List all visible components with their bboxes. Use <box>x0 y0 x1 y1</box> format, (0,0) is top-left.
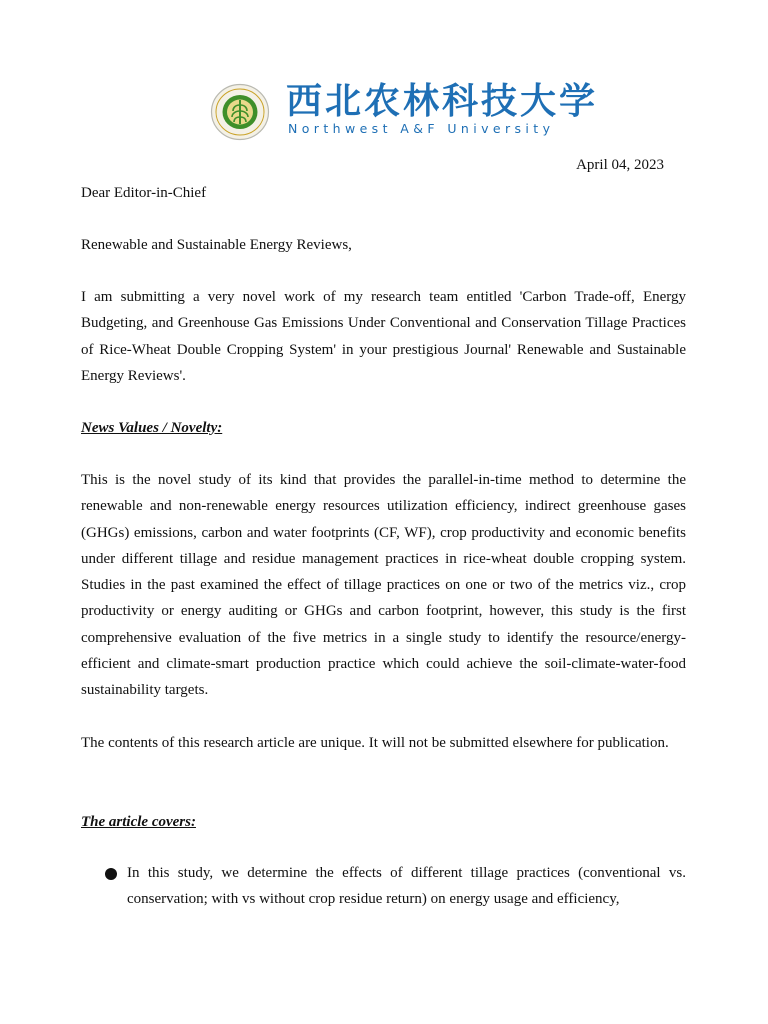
bullet-icon <box>105 868 117 880</box>
list-item: In this study, we determine the effects of different tillage practices (conventional vs. conservation; with vs without crop residue return) on energy usage and efficiency, <box>127 865 686 908</box>
covers-heading: The article covers: <box>81 814 196 830</box>
novelty-paragraph: This is the novel study of its kind that provides the parallel-in-time method to determine the renewable and non-renewable energy resources utilization efficiency, indirect greenhouse gases (GHGs) emissions, carbon and water footprints (CF, WF), crop productivity and economic benefits under different tillage and residue management practices in rice-wheat double cropping system. Studies in the past examined the effect of tillage practices on one or two of the metrics viz., crop productivity or energy auditing or GHGs and carbon footprint, however, this study is the first comprehensive evaluation of the five metrics in a single study to identify the resource/energy-efficient and climate-smart production practice which could achieve the soil-climate-water-food sustainability targets. <box>81 472 686 699</box>
letter-date: April 04, 2023 <box>576 157 664 173</box>
novelty-heading: News Values / Novelty: <box>81 420 223 436</box>
intro-paragraph: I am submitting a very novel work of my research team entitled 'Carbon Trade-off, Energy Budgeting, and Greenhouse Gas Emissions Under Conventional and Conservation Tillage Practices of Rice-Wheat Double Cropping System' in your prestigious Journal' Renewable and Sustainable Energy Reviews'. <box>81 289 686 384</box>
journal-line: Renewable and Sustainable Energy Reviews, <box>81 237 352 253</box>
university-name-english: Northwest A&F University <box>288 121 555 136</box>
salutation: Dear Editor-in-Chief <box>81 185 207 201</box>
university-name-chinese: 西北农林科技大学 <box>286 81 599 122</box>
originality-paragraph: The contents of this research article are unique. It will not be submitted elsewhere for publication. <box>81 735 669 751</box>
university-letterhead <box>208 80 599 142</box>
university-seal-icon <box>210 83 270 141</box>
